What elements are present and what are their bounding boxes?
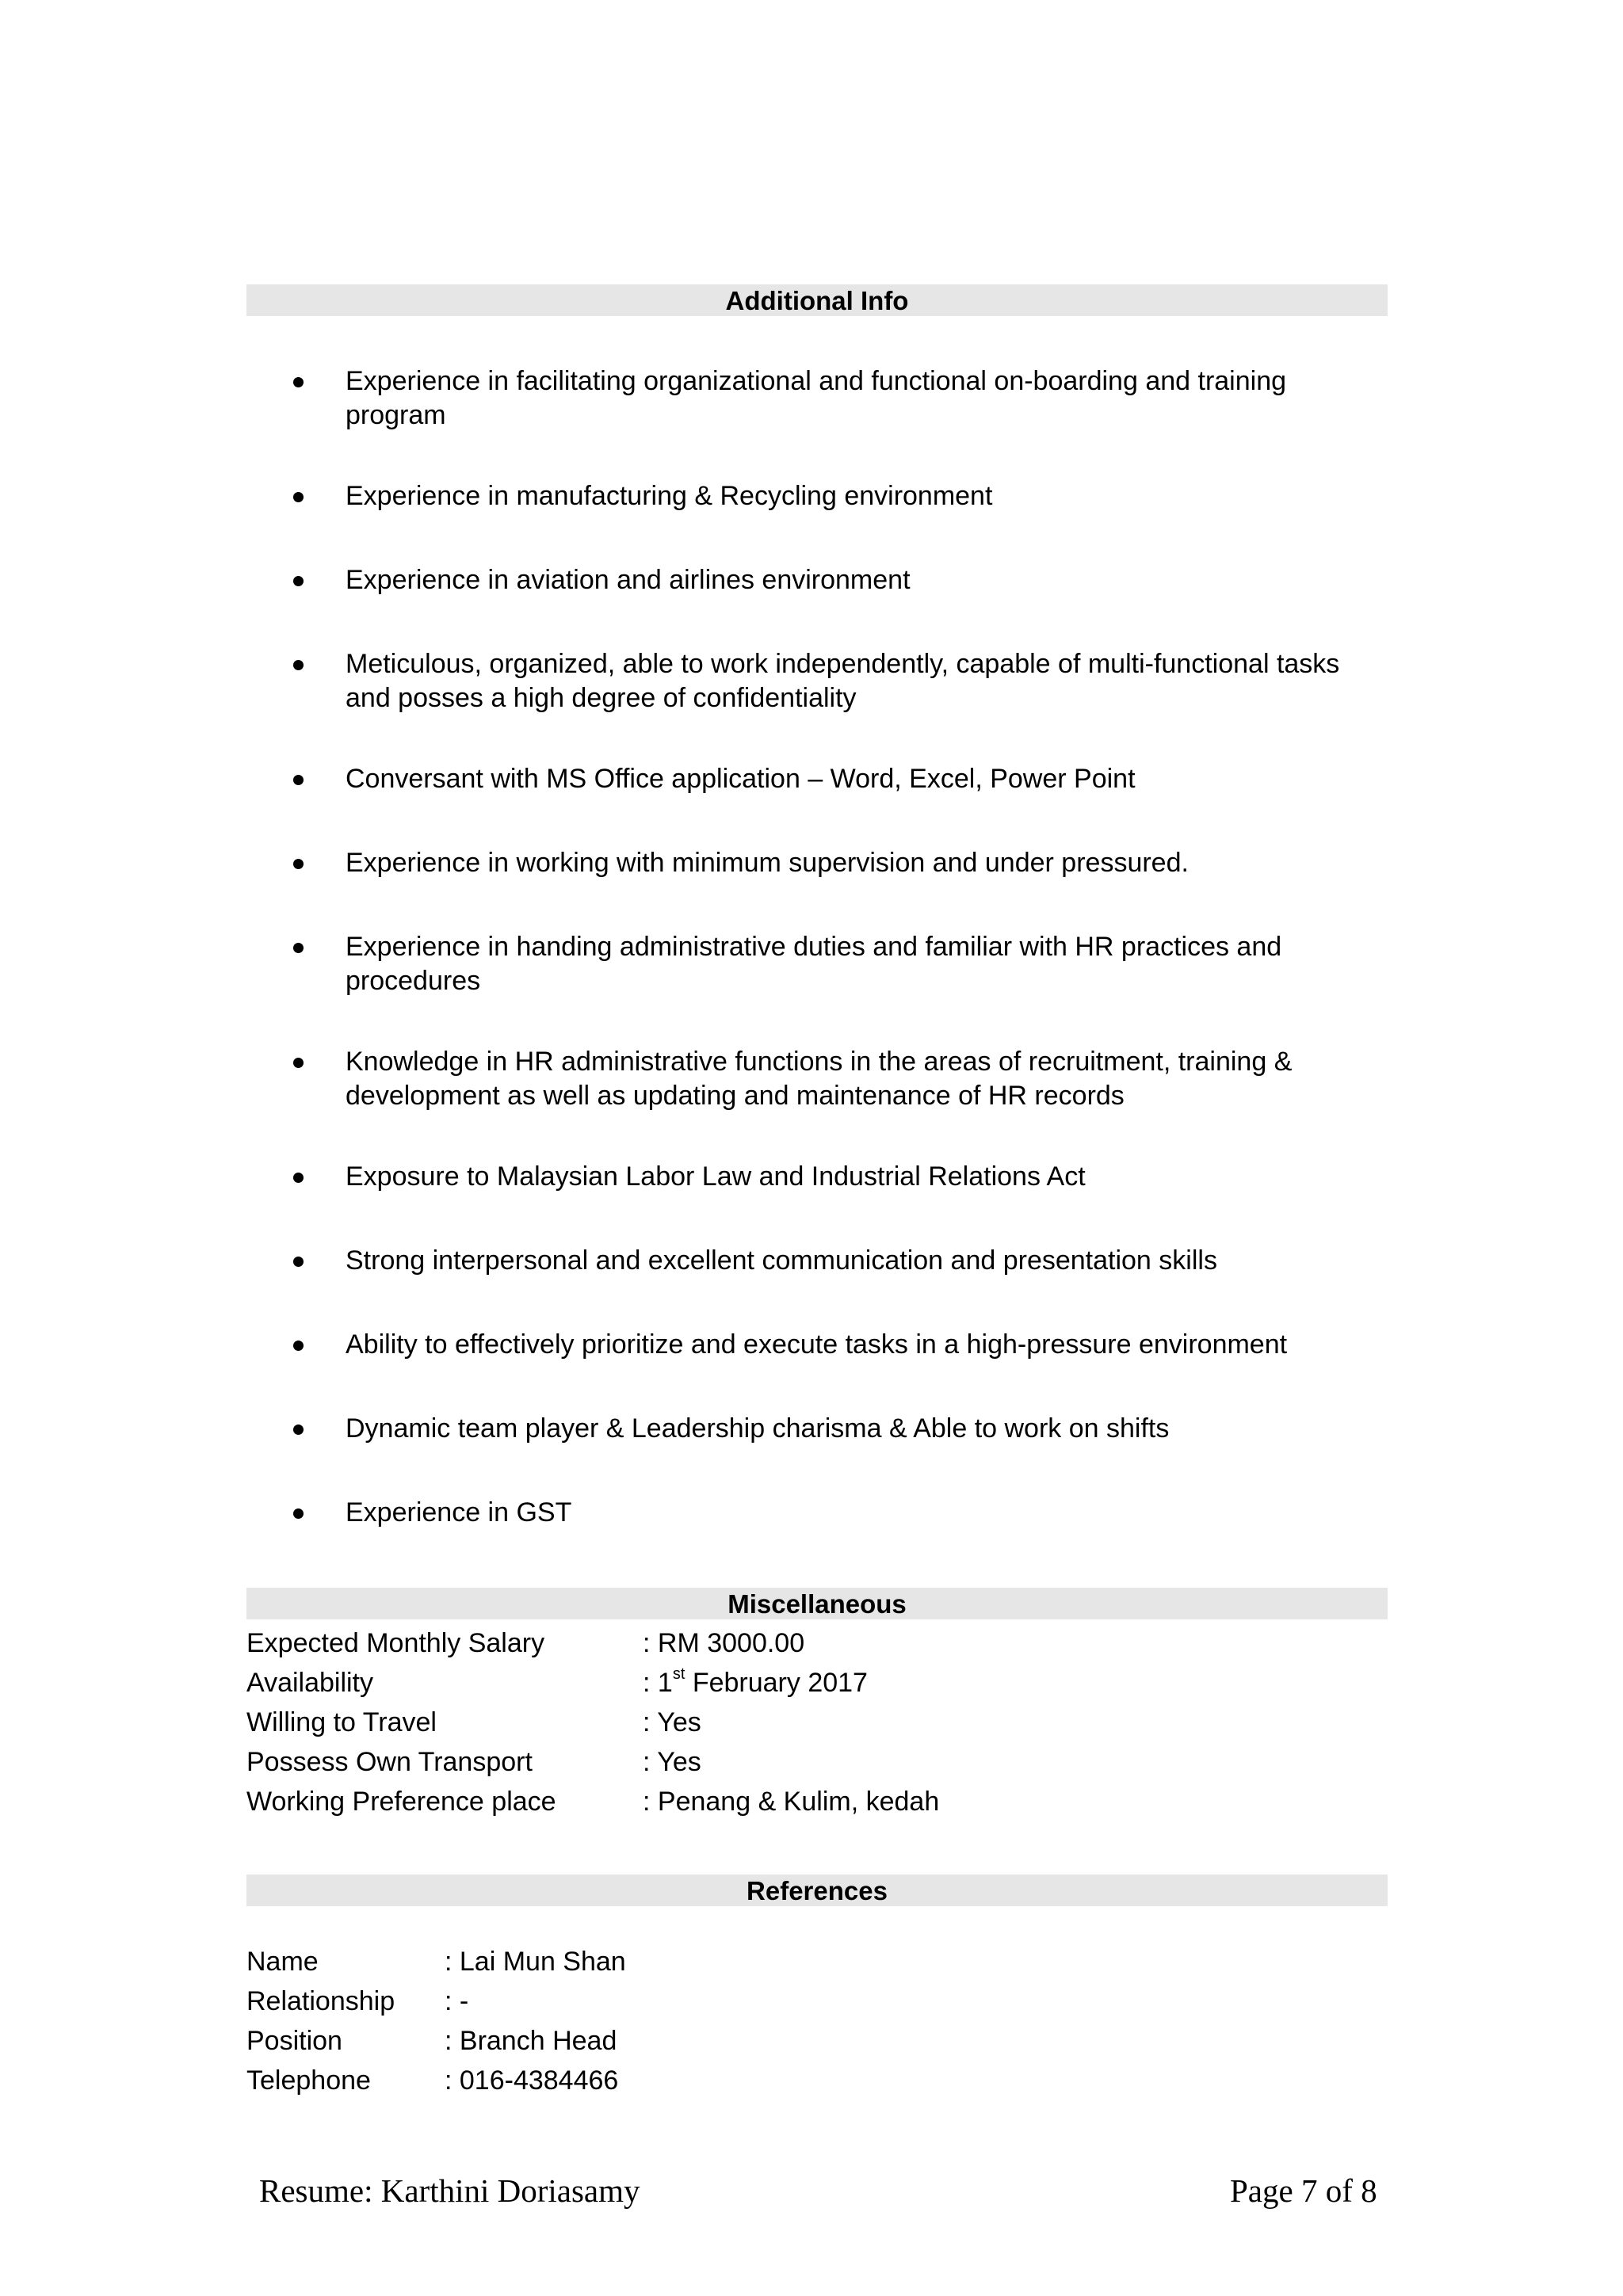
miscellaneous-heading: Miscellaneous (246, 1588, 1388, 1619)
bullet-icon (293, 1058, 304, 1068)
bullet-icon (293, 1508, 304, 1519)
bullet-icon (293, 1425, 304, 1435)
footer-resume-name: Resume: Karthini Doriasamy (259, 2172, 640, 2209)
reference-value: : - (445, 1986, 469, 2016)
bullet-icon (293, 1257, 304, 1267)
references-table (246, 1942, 1388, 2100)
reference-value: : 016-4384466 (445, 2065, 619, 2096)
misc-value: : 1st February 2017 (643, 1665, 868, 1698)
misc-label: Availability (246, 1668, 374, 1698)
bullet-icon (293, 492, 304, 502)
bullet-icon (293, 775, 304, 785)
bullet-icon (293, 377, 304, 387)
reference-row (246, 1981, 1388, 2021)
misc-label: Willing to Travel (246, 1707, 437, 1737)
footer-page-number: Page 7 of 8 (1230, 2172, 1377, 2209)
reference-row (246, 2021, 1388, 2061)
misc-row (246, 1703, 1388, 1742)
misc-value: : Penang & Kulim, kedah (643, 1787, 940, 1817)
reference-label: Telephone (246, 2065, 371, 2096)
misc-label: Possess Own Transport (246, 1747, 533, 1777)
misc-label: Working Preference place (246, 1787, 556, 1817)
resume-page: Additional Info Experience in facilitating organizational and functional on-boarding and training program Experience in manufacturing & Recycling environment Experience in aviation and airlines environment Meticulous, organized, able to work independently, capable of multi-functional tasks and posses a high degree of confidentiality Conversant with MS Office application – Word, Excel, Power Point Experience in working with minimum supervision and under pressured. Experience in handing administrative duties and familiar with HR practices and procedures Knowledge in HR administrative functions in the areas of recruitment, training & development as well as updating and maintenance of HR records Exposure to Malaysian Labor Law and Industrial Relations Act Strong interpersonal and excellent communication and presentation skills Ability to effectively prioritize and execute tasks in a high-pressure environment Dynamic team player & Leadership charisma & Able to work on shifts Experience in GST Miscellaneous Expected Monthly Salary : RM 3000.00 Availability : 1st February 2017 Willing to Travel : Yes Possess Own Transport : Yes Working Preference place : Penang & Kulim, kedah References Name : Lai Mun Shan Relationship : - Position : Branch Head Telephone : 016-4384466 Resume: Karthini Doriasamy Page 7 of 8 (0, 0, 1623, 2296)
misc-row (246, 1663, 1388, 1703)
reference-label: Position (246, 2026, 342, 2056)
misc-row (246, 1742, 1388, 1782)
reference-label: Relationship (246, 1986, 395, 2016)
reference-row (246, 2061, 1388, 2100)
misc-value: : Yes (643, 1707, 701, 1737)
bullet-icon (293, 1173, 304, 1183)
misc-value: : RM 3000.00 (643, 1628, 805, 1658)
reference-row (246, 1942, 1388, 1981)
reference-value: : Lai Mun Shan (445, 1947, 626, 1977)
misc-value: : Yes (643, 1747, 701, 1777)
bullet-icon (293, 859, 304, 869)
misc-row (246, 1623, 1388, 1663)
miscellaneous-table (246, 1623, 1388, 1821)
additional-info-heading: Additional Info (246, 284, 1388, 316)
bullet-icon (293, 943, 304, 953)
bullet-icon (293, 1341, 304, 1351)
references-heading: References (246, 1875, 1388, 1906)
bullet-icon (293, 576, 304, 586)
reference-value: : Branch Head (445, 2026, 617, 2056)
misc-row (246, 1782, 1388, 1821)
bullet-icon (293, 660, 304, 670)
reference-label: Name (246, 1947, 319, 1977)
misc-label: Expected Monthly Salary (246, 1628, 545, 1658)
